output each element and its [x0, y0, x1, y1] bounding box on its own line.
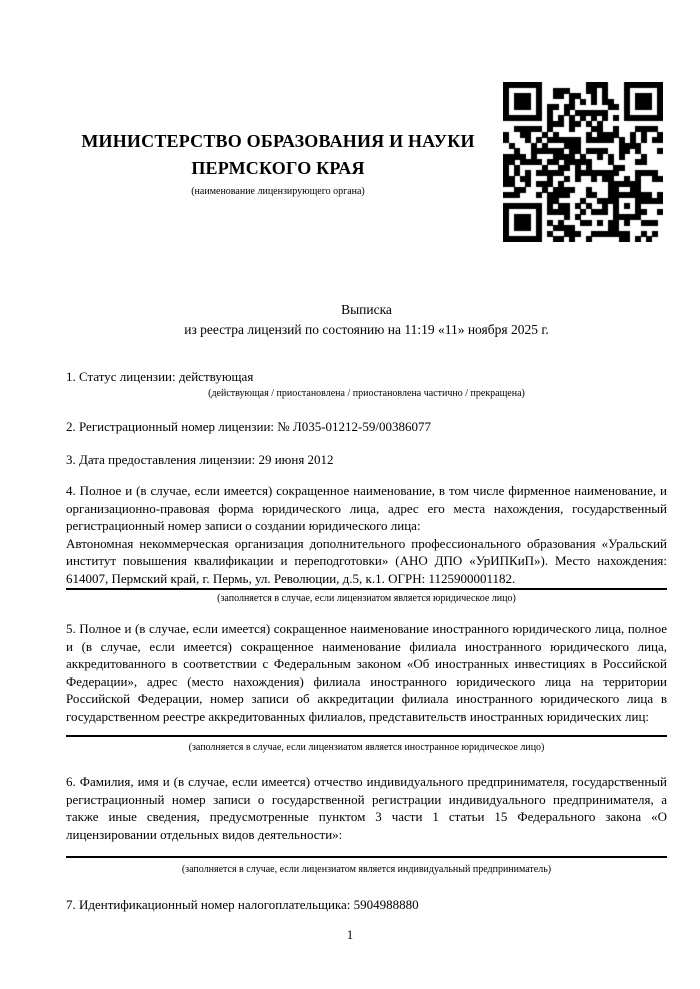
document-title-block: [66, 300, 667, 340]
item-individual-entrepreneur-caption: (заполняется в случае, если лицензиатом является индивидуальный предприниматель): [181, 864, 552, 875]
authority-name-line2: ПЕРМСКОГО КРАЯ: [191, 157, 365, 178]
item-foreign-entity-caption: (заполняется в случае, если лицензиатом является иностранное юридическое лицо): [188, 742, 545, 753]
item-individual-entrepreneur: 6. Фамилия, имя и (в случае, если имеется) отчество индивидуального предпринимателя, государственный регистрационный номер записи о государственной регистрации индивидуального предпринимателя, а также иные сведения, предусмотренные пунктом 3 части 1 статьи 15 Федерального закона «О лицензировании отдельных видов деятельности»:: [66, 774, 667, 842]
document-content: [66, 0, 667, 989]
item-taxpayer-number: 7. Идентификационный номер налогоплательщика: 5904988880: [66, 897, 419, 912]
page-number: 1: [346, 928, 354, 942]
document-subtitle: из реестра лицензий по состоянию на 11:19 «11» ноября 2025 г.: [184, 322, 549, 337]
authority-caption: (наименование лицензирующего органа): [191, 186, 365, 197]
document-title: Выписка: [341, 302, 392, 317]
legal-entity-fill-line: [66, 588, 667, 590]
item-grant-date: 3. Дата предоставления лицензии: 29 июня 2012: [66, 452, 334, 467]
item-legal-entity: [66, 482, 667, 587]
item-status-caption: (действующая / приостановлена / приостановлена частично / прекращена): [208, 388, 525, 399]
item-foreign-entity: 5. Полное и (в случае, если имеется) сокращенное наименование иностранного юридического лица, полное и (в случае, если имеется) сокращенное наименование филиала иностранного юридического лица, аккредитованного в соответствии с Федеральным законом «Об иностранных инвестициях в Российской Федерации», адрес (место нахождения) филиала иностранного юридического лица на территории Российской Федерации, номер записи об аккредитации филиала иностранного юридического лица в государственном реестре аккредитованных филиалов, представительств иностранных юридических лиц:: [66, 621, 667, 724]
item-registration-number: 2. Регистрационный номер лицензии: № Л035-01212-59/00386077: [66, 419, 432, 434]
item-status: 1. Статус лицензии: действующая: [66, 369, 254, 384]
foreign-entity-fill-line: [66, 735, 667, 737]
authority-name-line1: МИНИСТЕРСТВО ОБРАЗОВАНИЯ И НАУКИ: [81, 131, 475, 151]
individual-entrepreneur-fill-line: [66, 856, 667, 858]
item-legal-entity-text: 4. Полное и (в случае, если имеется) сокращенное наименование, в том числе фирменное наименование, и организационно-правовая форма юридического лица, адрес его места нахождения, государственный регистрационный номер записи о создании юридического лица:: [66, 483, 667, 533]
item-legal-entity-value: Автономная некоммерческая организация дополнительного профессионального образования «Уральский институт повышения квалификации и переподготовки» (АНО ДПО «УрИПКиП»). Место нахождения: 614007, Пермский край, г. Пермь, ул. Революции, д.5, к.1. ОГРН: 1125900001182.: [66, 535, 667, 586]
item-legal-entity-caption: (заполняется в случае, если лицензиатом является юридическое лицо): [217, 593, 516, 604]
licensing-authority-header: [66, 128, 490, 197]
